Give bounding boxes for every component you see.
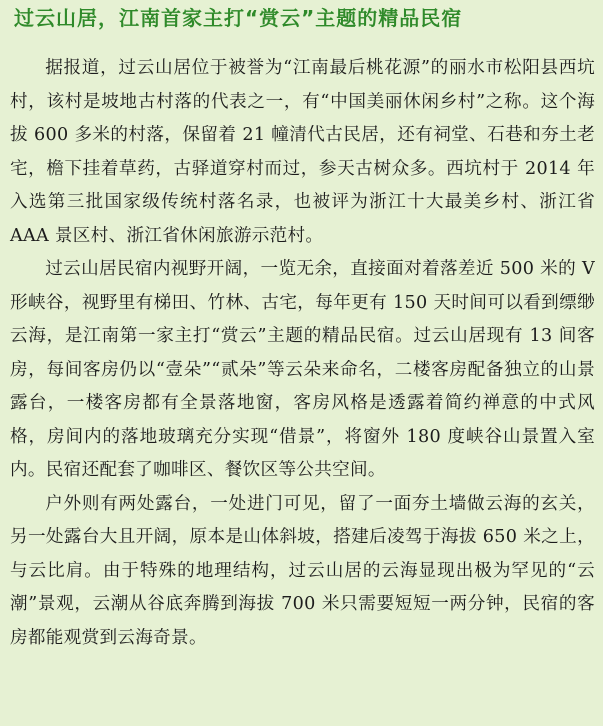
- paragraph-location: 据报道，过云山居位于被誉为“江南最后桃花源”的丽水市松阳县西坑村，该村是坡地古村落的代表之一，有“中国美丽休闲乡村”之称。这个海拔 600 多米的村落，保留着 21 幢清代古民居，还有祠堂、石巷和夯土老宅，檐下挂着草药，古驿道穿村而过，参天古树众多。西坑村于 2014 年入选第三批国家级传统村落名录，也被评为浙江十大最美乡村、浙江省 AAA 景区村、浙江省休闲旅游示范村。: [10, 58, 595, 246]
- paragraph-rooms: 过云山居民宿内视野开阔，一览无余，直接面对着落差近 500 米的 V 形峡谷，视野里有梯田、竹林、古宅，每年更有 150 天时间可以看到缥缈云海，是江南第一家主打“赏云”主题的精品民宿。过云山居现有 13 间客房，每间客房仍以“壹朵”“贰朵”等云朵来命名，二楼客房配备独立的山景露台，一楼客房都有全景落地窗，客房风格是透露着简约禅意的中式风格，房间内的落地玻璃充分实现“借景”，将窗外 180 度峡谷山景置入室内。民宿还配套了咖啡区、餐饮区等公共空间。: [10, 259, 595, 480]
- article-title: 过云山居，江南首家主打“赏云”主题的精品民宿: [14, 6, 463, 30]
- paragraph-terraces: 户外则有两处露台，一处进门可见，留了一面夯土墙做云海的玄关，另一处露台大且开阔，原本是山体斜坡，搭建后凌驾于海拔 650 米之上，与云比肩。由于特殊的地理结构，过云山居的云海显现出极为罕见的“云潮”景观，云潮从谷底奔腾到海拔 700 米只需要短短一两分钟，民宿的客房都能观赏到云海奇景。: [10, 493, 595, 648]
- article-body: [10, 52, 595, 655]
